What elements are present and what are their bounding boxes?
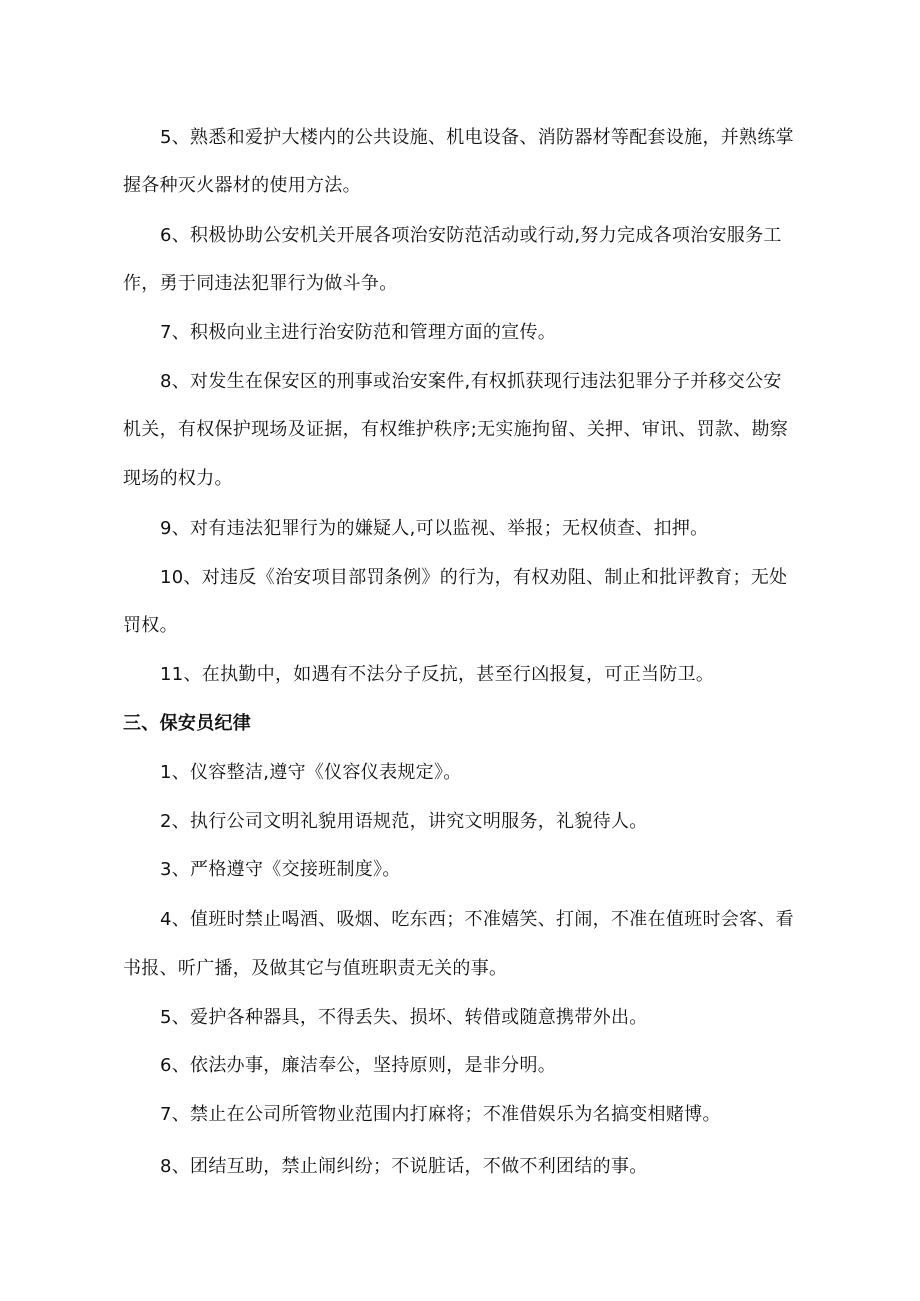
paragraph-11-line-1: 11、在执勤中，如遇有不法分子反抗，甚至行凶报复，可正当防卫。: [160, 664, 715, 685]
paragraph-10-line-1: 10、对违反《治安项目部罚条例》的行为，有权劝阻、制止和批评教育；无处: [160, 567, 788, 588]
paragraph-6-line-2: 作，勇于同违法犯罪行为做斗争。: [123, 273, 398, 294]
discipline-8-line-1: 8、团结互助，禁止闹纠纷；不说脏话，不做不利团结的事。: [160, 1156, 648, 1177]
section-heading: 三、保安员纪律: [123, 713, 252, 734]
paragraph-9-line-1: 9、对有违法犯罪行为的嫌疑人,可以监视、举报；无权侦查、扣押。: [160, 518, 709, 539]
paragraph-7-line-1: 7、积极向业主进行治安防范和管理方面的宣传。: [160, 322, 557, 343]
paragraph-8-line-2: 机关，有权保护现场及证据，有权维护秩序;无实施拘留、关押、审讯、罚款、勘察: [123, 419, 789, 440]
discipline-3-line-1: 3、严格遵守《交接班制度》。: [160, 859, 401, 880]
paragraph-8-line-3: 现场的权力。: [123, 468, 233, 489]
paragraph-6-line-1: 6、积极协助公安机关开展各项治安防范活动或行动,努力完成各项治安服务工: [160, 225, 782, 246]
paragraph-8-line-1: 8、对发生在保安区的刑事或治安案件,有权抓获现行违法犯罪分子并移交公安: [160, 371, 782, 392]
paragraph-10-line-2: 罚权。: [123, 615, 178, 636]
discipline-4-line-1: 4、值班时禁止喝酒、吸烟、吃东西；不准嬉笑、打闹，不准在值班时会客、看: [160, 909, 794, 930]
discipline-7-line-1: 7、禁止在公司所管物业范围内打麻将；不准借娱乐为名搞变相赌博。: [160, 1104, 721, 1125]
discipline-6-line-1: 6、依法办事，廉洁奉公，坚持原则，是非分明。: [160, 1055, 557, 1076]
paragraph-5-line-1: 5、熟悉和爱护大楼内的公共设施、机电设备、消防器材等配套设施，并熟练掌: [160, 127, 794, 148]
paragraph-5-line-2: 握各种灭火器材的使用方法。: [123, 175, 361, 196]
discipline-1-line-1: 1、仪容整洁,遵守《仪容仪表规定》。: [160, 762, 462, 783]
discipline-5-line-1: 5、爱护各种器具，不得丢失、损坏、转借或随意携带外出。: [160, 1007, 648, 1028]
discipline-2-line-1: 2、执行公司文明礼貌用语规范，讲究文明服务，礼貌待人。: [160, 811, 648, 832]
discipline-4-line-2: 书报、听广播，及做其它与值班职责无关的事。: [123, 958, 508, 979]
